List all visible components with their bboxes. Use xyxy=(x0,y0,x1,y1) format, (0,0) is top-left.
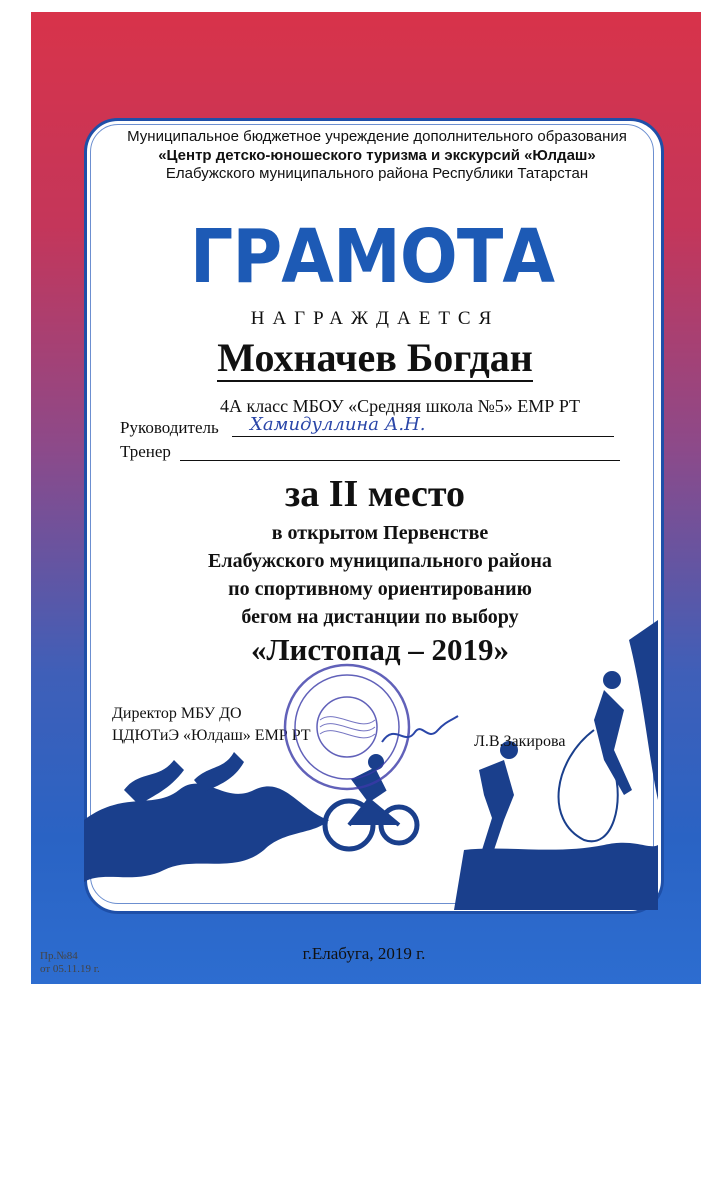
recipient-name xyxy=(80,334,670,381)
climber-head xyxy=(603,671,621,689)
class-info: 4А класс МБОУ «Средняя школа №5» ЕМР РТ xyxy=(219,396,581,416)
description-line-4: бегом на дистанции по выбору xyxy=(241,606,519,628)
order-number: Пр.№84 xyxy=(40,950,78,962)
director-position-line-1: Директор МБУ ДО xyxy=(112,705,242,722)
recipient-name-text: Мохначев Богдан xyxy=(217,335,533,380)
hiker-silhouette xyxy=(479,760,514,850)
wave-shape-left xyxy=(84,784,329,882)
director-signature-icon xyxy=(380,712,460,752)
organization-line-1: Муниципальное бюджетное учреждение дополнительного образования xyxy=(127,128,627,145)
climber-silhouette xyxy=(594,690,632,795)
supervisor-label: Руководитель xyxy=(120,418,219,437)
organization-line-3: Елабужского муниципального района Республики Татарстан xyxy=(165,165,589,182)
awarded-label: НАГРАЖДАЕТСЯ xyxy=(250,308,500,329)
city-year: г.Елабуга, 2019 г. xyxy=(302,944,426,963)
place-text: за II место xyxy=(284,473,466,515)
description-line-1: в открытом Первенстве xyxy=(271,522,489,544)
organization-line-2: «Центр детско-юношеского туризма и экскурсий «Юлдаш» xyxy=(158,147,596,164)
rock-wall-shape xyxy=(629,620,658,800)
description-line-3: по спортивному ориентированию xyxy=(228,578,532,600)
coach-label: Тренер xyxy=(120,442,171,461)
description-line-2: Елабужского муниципального района xyxy=(208,550,552,572)
supervisor-handwritten: Хамидуллина А.Н. xyxy=(250,414,426,435)
supervisor-line xyxy=(232,436,614,437)
event-name: «Листопад – 2019» xyxy=(250,632,510,667)
director-position-line-2: ЦДЮТиЭ «Юлдаш» ЕМР РТ xyxy=(112,727,311,744)
order-date: от 05.11.19 г. xyxy=(40,963,100,975)
ground-shape xyxy=(454,843,658,910)
coach-line xyxy=(180,460,620,461)
rafter-silhouette-2 xyxy=(194,752,244,792)
director-name: Л.В.Закирова xyxy=(474,733,566,750)
certificate-title: ГРАМОТА xyxy=(189,214,555,300)
